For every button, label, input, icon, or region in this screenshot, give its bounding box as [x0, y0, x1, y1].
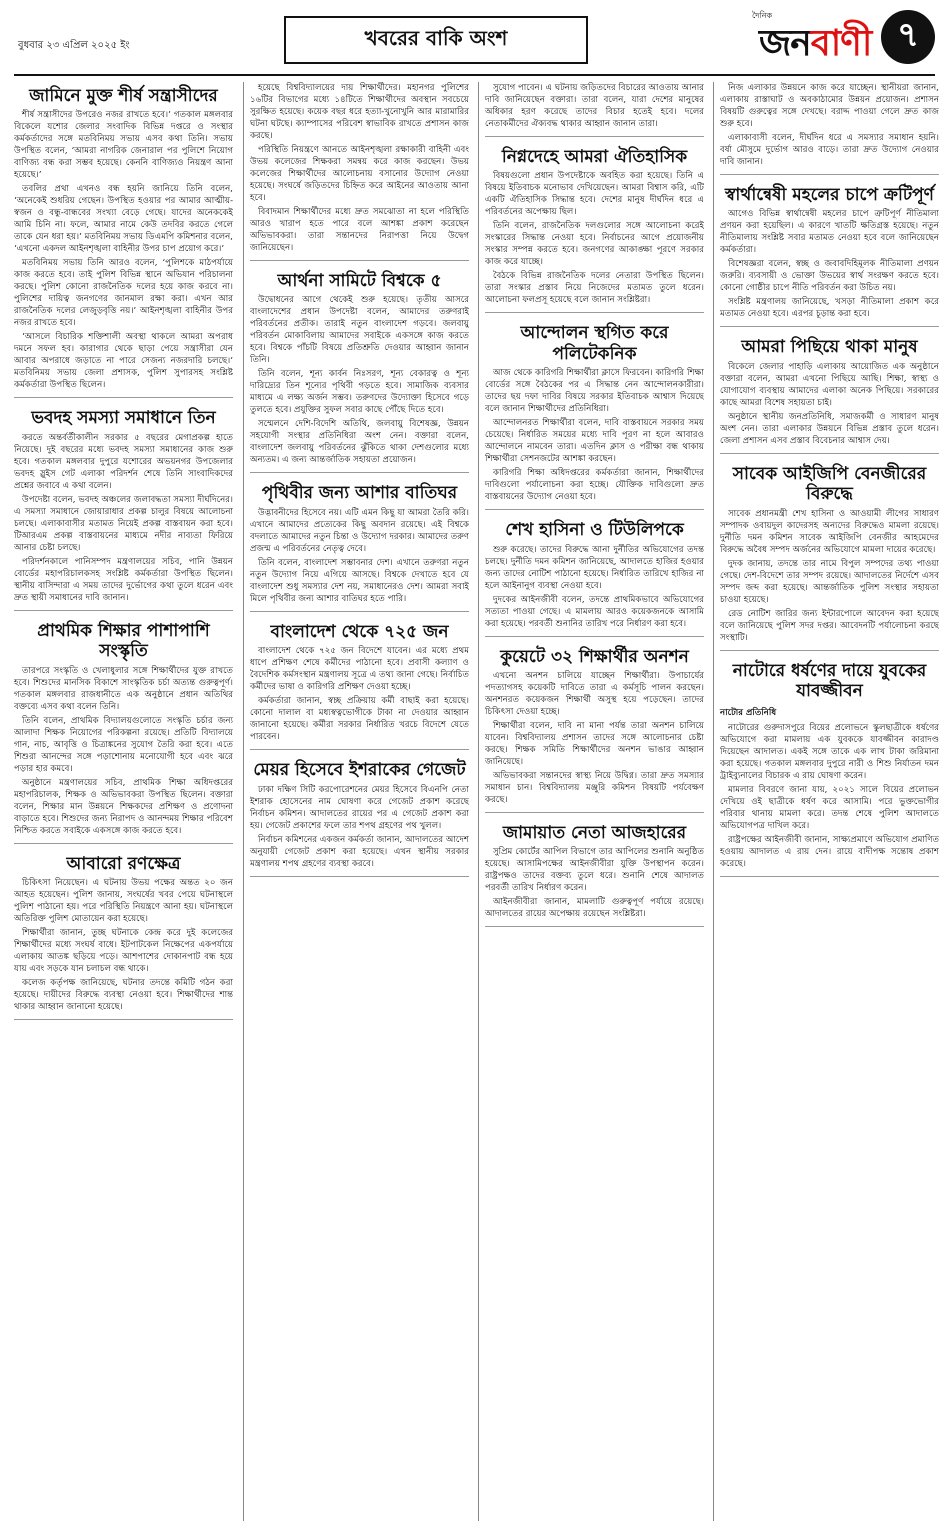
publication-date: বুধবার ২৩ এপ্রিল ২০২৫ ইং: [18, 40, 130, 51]
story-paragraph: আন্দোলনরত শিক্ষার্থীরা বলেন, দাবি বাস্তবায়নে সরকার সময় চেয়েছে। নির্ধারিত সময়ের মধ্যে দাবি পূরণ না হলে আবারও আন্দোলনে নামবেন তারা। এতদিন ক্লাস ও পরীক্ষা বন্ধ থাকায় শিক্ষার্থীরা সেশনজটের আশঙ্কা করছেন।: [485, 418, 704, 465]
story-paragraph: শিক্ষার্থীরা বলেন, দাবি না মানা পর্যন্ত তারা অনশন চালিয়ে যাবেন। বিশ্ববিদ্যালয় প্রশাসন তাদের সঙ্গে আলোচনার চেষ্টা করছে। শিক্ষক সমিতি শিক্ষার্থীদের অনশন ভাঙার আহ্বান জানিয়েছে।: [485, 720, 704, 767]
story-paragraph: সুপ্রিম কোর্টের আপিল বিভাগে তার আপিলের শুনানি অনুষ্ঠিত হয়েছে। আসামিপক্ষের আইনজীবীরা যুক্তি উপস্থাপন করেন। রাষ্ট্রপক্ষও তাদের বক্তব্য তুলে ধরে। শুনানি শেষে আদালত পরবর্তী তারিখ নির্ধারণ করেন।: [485, 847, 704, 894]
story-paragraph: উদ্বোধনের আগে থেকেই শুরু হয়েছে। তৃতীয় আসরে বাংলাদেশের প্রধান উপদেষ্টা বলেন, আমাদের তরুণরাই পরিবর্তনের প্রতীক। তারাই নতুন বাংলাদেশ গড়বে। জলবায়ু পরিবর্তন মোকাবিলায় আমাদের সবাইকে একসঙ্গে কাজ করতে হবে। বিশ্বকে পাঁচটি বিষয়ে প্রতিশ্রুতি দেওয়ার আহ্বান জানান তিনি।: [250, 295, 469, 366]
story-paragraph: তারপরে সংস্কৃতি ও খেলাধুলার সঙ্গে শিক্ষার্থীদের যুক্ত রাখতে হবে। শিশুদের মানসিক বিকাশে সাংস্কৃতিক চর্চা অত্যন্ত গুরুত্বপূর্ণ। গতকাল মঙ্গলবার রাজধানীতে এক অনুষ্ঠানে প্রধান অতিথির বক্তব্যে এসব কথা বলেন তিনি।: [14, 665, 233, 712]
story-headline: সাবেক আইজিপি বেনজীরের বিরুদ্ধে: [732, 463, 927, 505]
masthead: [14, 10, 935, 68]
story-paragraph: বাংলাদেশ থেকে ৭২৫ জন বিদেশে যাবেন। এর মধ্যে প্রথম ধাপে প্রশিক্ষণ শেষে কর্মীদের পাঠানো হবে। প্রবাসী কল্যাণ ও বৈদেশিক কর্মসংস্থান মন্ত্রণালয় সূত্রে এ তথ্য জানা গেছে। নির্বাচিত কর্মীদের ভাষা ও কারিগরি প্রশিক্ষণ দেওয়া হচ্ছে।: [250, 646, 469, 693]
story-body: [14, 877, 233, 1013]
story-paragraph: বিকেলে জেলার পাহাড়ি এলাকায় আয়োজিত এক অনুষ্ঠানে বক্তারা বলেন, আমরা এখনো পিছিয়ে আছি। শিক্ষা, স্বাস্থ্য ও যোগাযোগ ব্যবস্থায় আমাদের এলাকা অনেক পিছিয়ে। সরকারের কাছে আমরা বিশেষ সহায়তা চাই।: [720, 361, 939, 408]
page-number-badge: ৭: [881, 10, 935, 64]
news-story: [14, 82, 233, 398]
story-paragraph: এখনো অনশন চালিয়ে যাচ্ছেন শিক্ষার্থীরা। উপাচার্যের পদত্যাগসহ কয়েকটি দাবিতে তারা এ কর্মসূচি পালন করছেন। অনশনরত কয়েকজন শিক্ষার্থী অসুস্থ হয়ে পড়েছেন। তাদের চিকিৎসা দেওয়া হচ্ছে।: [485, 670, 704, 717]
daily-label: দৈনিক: [752, 11, 773, 20]
story-paragraph: নিজ এলাকার উন্নয়নে কাজ করে যাচ্ছেন। স্থানীয়রা জানান, এলাকায় রাস্তাঘাট ও অবকাঠামোর উন্নয়ন প্রয়োজন। প্রশাসন বিষয়টি গুরুত্বের সঙ্গে দেখছে। বরাদ্দ পাওয়া গেলে দ্রুত কাজ শুরু হবে।: [720, 83, 939, 129]
story-paragraph: আজ থেকে কারিগরি শিক্ষার্থীরা ক্লাসে ফিরবেন। কারিগরি শিক্ষা বোর্ডের সঙ্গে বৈঠকের পর এ সিদ্ধান্ত নেন আন্দোলনকারীরা। তাদের ছয় দফা দাবির বিষয়ে সরকার ইতিবাচক আশ্বাস দিয়েছে বলে জানান শিক্ষার্থীদের প্রতিনিধিরা।: [485, 368, 704, 415]
story-body: [485, 82, 704, 130]
story-paragraph: চিকিৎসা নিয়েছেন। এ ঘটনায় উভয় পক্ষের অন্তত ২০ জন আহত হয়েছেন। পুলিশ জানায়, সংঘর্ষের খবর পেয়ে ঘটনাস্থলে পুলিশ পাঠানো হয়। পরে পরিস্থিতি নিয়ন্ত্রণে আনা হয়। ঘটনাস্থলে অতিরিক্ত পুলিশ মোতায়েন করা হয়েছে।: [14, 877, 233, 924]
story-paragraph: শিক্ষার্থীরা জানান, তুচ্ছ ঘটনাকে কেন্দ্র করে দুই কলেজের শিক্ষার্থীদের মধ্যে সংঘর্ষ বাধে। ইটপাটকেল নিক্ষেপের একপর্যায়ে এলাকায় আতঙ্ক ছড়িয়ে পড়ে। আশপাশের দোকানপাট বন্ধ হয়ে যায় এবং সড়কে যান চলাচল বন্ধ থাকে।: [14, 927, 233, 974]
story-paragraph: আইনজীবীরা জানান, মামলাটি গুরুত্বপূর্ণ পর্যায়ে রয়েছে। আদালতের রায়ের অপেক্ষায় রয়েছেন সংশ্লিষ্টরা।: [485, 897, 704, 920]
news-story: [485, 143, 704, 313]
story-headline: জামায়াত নেতা আজহারের: [502, 822, 687, 843]
story-paragraph: কারিগরি শিক্ষা অধিদপ্তরের কর্মকর্তারা জানান, শিক্ষার্থীদের দাবিগুলো পর্যালোচনা করা হচ্ছে। যৌক্তিক দাবিগুলো দ্রুত বাস্তবায়নের উদ্যোগ নেওয়া হবে।: [485, 468, 704, 503]
news-story: [485, 643, 704, 813]
story-body: [485, 367, 704, 503]
story-paragraph: অনুষ্ঠানে স্থানীয় জনপ্রতিনিধি, সমাজকর্মী ও সাধারণ মানুষ অংশ নেন। তারা এলাকার উন্নয়নে বিভিন্ন প্রস্তাব তুলে ধরেন। জেলা প্রশাসন এসব প্রস্তাব বিবেচনার আশ্বাস দেয়।: [720, 411, 939, 446]
story-paragraph: অনুষ্ঠানে মন্ত্রণালয়ের সচিব, প্রাথমিক শিক্ষা অধিদপ্তরের মহাপরিচালক, শিক্ষক ও অভিভাবকরা উপস্থিত ছিলেন। বক্তারা বলেন, শিক্ষার মান উন্নয়নে শিক্ষকদের প্রশিক্ষণ ও প্রণোদনা বাড়াতে হবে। শিশুদের জন্য নিরাপদ ও আনন্দময় শিক্ষার পরিবেশ নিশ্চিত করতে সবাইকে একসঙ্গে কাজ করতে হবে।: [14, 777, 233, 836]
news-story: [250, 82, 469, 261]
story-paragraph: মামলার বিবরণে জানা যায়, ২০২১ সালে বিয়ের প্রলোভন দেখিয়ে ওই ছাত্রীকে ধর্ষণ করে আসামি। পরে ভুক্তভোগীর পরিবার থানায় মামলা করে। তদন্ত শেষে পুলিশ আদালতে অভিযোগপত্র দাখিল করে।: [720, 785, 939, 832]
column-2: [243, 82, 469, 1521]
news-story: [720, 460, 939, 651]
story-headline: শেখ হাসিনা ও টিউলিপকে: [505, 520, 684, 541]
story-body: [720, 722, 939, 870]
column-3: [478, 82, 704, 1521]
news-story: [485, 82, 704, 137]
story-body: [720, 82, 939, 168]
story-paragraph: রাষ্ট্রপক্ষের আইনজীবী জানান, সাক্ষ্যপ্রমাণে অভিযোগ প্রমাণিত হওয়ায় আদালত এ রায় দেন। রায়ে বাদীপক্ষ সন্তোষ প্রকাশ করেছে।: [720, 835, 939, 870]
story-paragraph: তবলির প্রথা এখনও বন্ধ হয়নি জানিয়ে তিনি বলেন, ‘অনেকেই শুধরিয় গেছেন। উপস্থিত হওয়ার পর আমার আত্মীয়-স্বজন ও বন্ধু-বান্ধবের সংখ্যা বেড়ে গেছে। যাদের অনেককেই আমি চিনি না। ফলে, আমার নামে কেউ তদবির করতে গেলে তাকে যেন ধরা হয়।’ মতবিনিময় সভায় ডিএমপি কমিশনার বলেন, ‘এখনো একদল আইনশৃঙ্খলা বাহিনীর উপর চাপ প্রয়োগ করে।’: [14, 184, 233, 255]
story-paragraph: দুদকের আইনজীবী বলেন, তদন্তে প্রাথমিকভাবে অভিযোগের সত্যতা পাওয়া গেছে। এ মামলায় আরও কয়েকজনকে আসামি করা হয়েছে। পরবর্তী শুনানির তারিখ পরে নির্ধারণ করা হবে।: [485, 594, 704, 629]
story-paragraph: পরিস্থিতি নিয়ন্ত্রণে আনতে আইনশৃঙ্খলা রক্ষাকারী বাহিনী এবং উভয় কলেজের শিক্ষকরা সমন্বয় করে কাজ করছেন। উভয় কলেজের শিক্ষার্থীদের আলোচনায় বসানোর উদ্যোগ নেওয়া হয়েছে। সংঘর্ষে জড়িতদের চিহ্নিত করে আইনের আওতায় আনা হবে।: [250, 145, 469, 203]
story-body: [485, 544, 704, 630]
story-paragraph: এলাকাবাসী বলেন, দীর্ঘদিন ধরে এ সমস্যার সমাধান হয়নি। বর্ষা মৌসুমে দুর্ভোগ আরও বাড়ে। তারা দ্রুত উদ্যোগ নেওয়ার দাবি জানান।: [720, 133, 939, 167]
logo-text-black: জন: [759, 23, 811, 64]
story-paragraph: তিনি বলেন, বাংলাদেশ সম্ভাবনার দেশ। এখানে তরুণরা নতুন নতুন উদ্যোগ নিয়ে এগিয়ে আসছে। বিশ্বকে দেখাতে হবে যে বাংলাদেশ শুধু সমস্যার দেশ নয়, সমাধানেরও দেশ। আমরা সবাই মিলে পৃথিবীর জন্য আশার বাতিঘর হতে পারি।: [250, 557, 469, 604]
story-headline: ভবদহ সমস্যা সমাধানে তিন: [31, 408, 216, 429]
news-story: [14, 617, 233, 844]
news-story: [250, 267, 469, 473]
story-paragraph: উদ্ভাবনীদের হিসেবে নয়। এটি এমন কিছু যা আমরা তৈরি করি। এখানে আমাদের প্রত্যেকের কিছু অবদান রয়েছে। এই বিশ্বকে বদলাতে আমাদের নতুন চিন্তা ও উদ্যোগ দরকার। আমাদের তরুণ প্রজন্ম এ পরিবর্তনের নেতৃত্ব দেবে।: [250, 507, 469, 554]
story-byline: নাটোর প্রতিনিধি: [720, 708, 777, 719]
story-paragraph: উপদেষ্টা বলেন, ভবদহ অঞ্চলের জলাবদ্ধতা সমস্যা দীর্ঘদিনের। এ সমস্যা সমাধানে জোয়ারাধার প্রকল্প চালুর বিষয়ে আলোচনা চলছে। এলাকাবাসীর মতামত নিয়েই প্রকল্প বাস্তবায়ন করা হবে। টিআরএম প্রকল্প বাস্তবায়নের মাধ্যমে নদীর নাব্যতা ফিরিয়ে আনার চেষ্টা চলছে।: [14, 494, 233, 553]
news-story: [250, 618, 469, 750]
story-body: [250, 294, 469, 466]
story-headline: জামিনে মুক্ত শীর্ষ সন্ত্রাসীদের: [29, 86, 218, 106]
story-paragraph: রেড নোটিশ জারির জন্য ইন্টারপোলে আবেদন করা হয়েছে বলে জানিয়েছে পুলিশ সদর দপ্তর। আবেদনটি পর্যালোচনা করছে সংস্থাটি।: [720, 608, 939, 643]
story-paragraph: সুযোগ পাবেন। এ ঘটনায় জড়িতদের বিচারের আওতায় আনার দাবি জানিয়েছেন বক্তারা। তারা বলেন, যারা দেশের মানুষের অধিকার হরণ করেছে তাদের বিচার হতেই হবে। দলের নেতাকর্মীদের ঐক্যবদ্ধ থাকার আহ্বান জানান তারা।: [485, 83, 704, 129]
news-story: [485, 819, 704, 927]
story-paragraph: মতবিনিময় সভায় তিনি আরও বলেন, ‘পুলিশকে মাঠপর্যায়ে কাজ করতে হবে। তাই পুলিশ বিভিন্ন স্থানে অভিযান পরিচালনা করছে। পুলিশ কোনো রাজনৈতিক দলের হয়ে কাজ করবে না। পুলিশের দায়িত্ব জনগণের জানমাল রক্ষা করা। এখন আর রাজনৈতিক দলের লেজুড়বৃত্তি নয়।’ আইনশৃঙ্খলা বাহিনীর উপর নজর রাখতে হবে।: [14, 258, 233, 329]
section-title: খবরের বাকি অংশ: [284, 16, 588, 64]
story-paragraph: সংশ্লিষ্ট মন্ত্রণালয় জানিয়েছে, খসড়া নীতিমালা প্রকাশ করে মতামত নেওয়া হবে। এরপর চূড়ান্ত করা হবে।: [720, 297, 939, 320]
story-paragraph: কলেজ কর্তৃপক্ষ জানিয়েছে, ঘটনার তদন্তে কমিটি গঠন করা হয়েছে। দায়ীদের বিরুদ্ধে ব্যবস্থা নেওয়া হবে। শিক্ষার্থীদের শান্ত থাকার আহ্বান জানানো হয়েছে।: [14, 977, 233, 1012]
story-body: [720, 208, 939, 320]
story-body: [250, 784, 469, 870]
story-paragraph: সম্মেলনে দেশি-বিদেশি অতিথি, জলবায়ু বিশেষজ্ঞ, উন্নয়ন সহযোগী সংস্থার প্রতিনিধিরা অংশ নেন। বক্তারা বলেন, বাংলাদেশ জলবায়ু পরিবর্তনের ঝুঁকিতে থাকা দেশগুলোর মধ্যে অন্যতম। এ জন্য আন্তর্জাতিক সহায়তা প্রয়োজন।: [250, 419, 469, 466]
story-headline: আর্থনা সামিটে বিশ্বকে ৫: [277, 271, 442, 291]
news-story: [250, 756, 469, 876]
news-story: [14, 404, 233, 610]
story-paragraph: নির্বাচন কমিশনের একজন কর্মকর্তা জানান, আদালতের আদেশ অনুযায়ী গেজেট প্রকাশ করা হয়েছে। এখন স্থানীয় সরকার মন্ত্রণালয় শপথ গ্রহণের ব্যবস্থা করবে।: [250, 834, 469, 869]
story-paragraph: হয়েছে বিশ্ববিদ্যালয়ের দায় শিক্ষার্থীদের। মহানগর পুলিশের ১৬টির বিভাগের মধ্যে ১৪টিতে শিক্ষার্থীদের অবস্থান সবচেয়ে সুরক্ষিত হয়েছে। কয়েক বছর ধরে হত্যা-খুনোখুনি আর মারামারির ঘটনা ঘটছে। ক্যাম্পাসের পরিবেশ স্বাভাবিক রাখতে প্রশাসন কাজ করছে।: [250, 83, 469, 141]
story-paragraph: বিষয়গুলো প্রধান উপদেষ্টাকে অবহিত করা হয়েছে। তিনি এ বিষয়ে ইতিবাচক মনোভাব দেখিয়েছেন। আমরা বিশ্বাস করি, এটি একটি ঐতিহাসিক সিদ্ধান্ত হবে। দেশের মানুষ দীর্ঘদিন ধরে এ পরিবর্তনের অপেক্ষায় ছিল।: [485, 171, 704, 218]
story-paragraph: করতে অন্তর্বর্তীকালীন সরকার ৫ বছরের মেগাপ্রকল্প হাতে নিয়েছে। দুই বছরের মধ্যে ভবদহ সমস্যা সমাধানের কাজ শুরু হবে। গতকাল মঙ্গলবার দুপুরে যশোরের অভয়নগর উপজেলার ভবদহ স্লুইস গেট এলাকা পরিদর্শন শেষে তিনি সাংবাদিকদের প্রশ্নের জবাবে এ কথা বলেন।: [14, 432, 233, 491]
story-headline: আমরা পিছিয়ে থাকা মানুষ: [741, 337, 918, 358]
story-paragraph: অভিভাবকরা সন্তানদের স্বাস্থ্য নিয়ে উদ্বিগ্ন। তারা দ্রুত সমস্যার সমাধান চান। বিশ্ববিদ্যালয় মঞ্জুরি কমিশন বিষয়টি পর্যবেক্ষণ করছে।: [485, 770, 704, 805]
masthead-divider: [14, 74, 935, 76]
story-headline: বাংলাদেশ থেকে ৭২৫ জন: [270, 621, 449, 642]
news-story: [720, 333, 939, 453]
news-story: [720, 181, 939, 327]
column-4: [713, 82, 939, 1521]
story-headline: পৃথিবীর জন্য আশার বাতিঘর: [261, 483, 458, 504]
story-paragraph: কর্মকর্তারা জানান, স্বচ্ছ প্রক্রিয়ায় কর্মী বাছাই করা হয়েছে। কোনো দালাল বা মধ্যস্বত্বভোগীকে টাকা না দেওয়ার আহ্বান জানানো হয়েছে। কর্মীরা সরকার নির্ধারিত খরচে বিদেশে যেতে পারবেন।: [250, 696, 469, 743]
story-body: [485, 170, 704, 306]
story-paragraph: বৈঠকে বিভিন্ন রাজনৈতিক দলের নেতারা উপস্থিত ছিলেন। তারা সংস্কার প্রস্তাব নিয়ে নিজেদের মতামত তুলে ধরেন। আলোচনা ফলপ্রসূ হয়েছে বলে জানান সংশ্লিষ্টরা।: [485, 271, 704, 306]
story-headline: স্বার্থান্বেষী মহলের চাপে ক্রটিপূর্ণ: [725, 185, 934, 205]
story-paragraph: তিনি বলেন, প্রাথমিক বিদ্যালয়গুলোতে সংস্কৃতি চর্চার জন্য আলাদা শিক্ষক নিয়োগের পরিকল্পনা রয়েছে। প্রতিটি বিদ্যালয়ে গান, নাচ, আবৃত্তি ও চিত্রাঙ্কনের সুযোগ তৈরি করা হবে। এতে শিশুরা আনন্দের সঙ্গে পড়াশোনায় মনোযোগী হবে এবং ঝরে পড়ার হার কমবে।: [14, 715, 233, 774]
story-paragraph: ‘আসলে বিচারিক শক্তিশালী অবস্থা থাকলে আমরা অপরাধ দমনে সফল হব। কারাগার থেকে ছাড়া পেয়ে সন্ত্রাসীরা যেন আবার অপরাধে জড়াতে না পারে সেজন্য নজরদারি চলছে।’ মতবিনিময় সভায় জেলা প্রশাসক, পুলিশ সুপারসহ সংশ্লিষ্ট কর্মকর্তারা উপস্থিত ছিলেন।: [14, 332, 233, 391]
story-paragraph: বিশেষজ্ঞরা বলেন, স্বচ্ছ ও জবাবদিহিমূলক নীতিমালা প্রণয়ন জরুরি। ব্যবসায়ী ও ভোক্তা উভয়ের স্বার্থ সংরক্ষণ করতে হবে। কোনো গোষ্ঠীর চাপে নীতি পরিবর্তন করা উচিত নয়।: [720, 259, 939, 294]
newspaper-logo: [759, 16, 871, 76]
story-headline: কুয়েটে ৩২ শিক্ষার্থীর অনশন: [500, 646, 689, 667]
story-headline: নাটোরে ধর্ষণের দায়ে যুবকের যাবজ্জীবন: [732, 660, 927, 701]
story-headline: মেয়র হিসেবে ইশরাকের গেজেট: [253, 760, 466, 781]
story-paragraph: শুরু করেছে। তাদের বিরুদ্ধে আনা দুর্নীতির অভিযোগের তদন্ত চলছে। দুর্নীতি দমন কমিশন জানিয়েছে, আদালতে হাজির হওয়ার জন্য তাদের নোটিশ পাঠানো হয়েছে। নির্ধারিত তারিখে হাজির না হলে আইনানুগ ব্যবস্থা নেওয়া হবে।: [485, 544, 704, 591]
story-headline: আবারো রণক্ষেত্র: [66, 853, 181, 874]
story-paragraph: তিনি বলেন, শূন্য কার্বন নিঃসরণ, শূন্য বেকারত্ব ও শূন্য দারিদ্র্যের তিন শূন্যের পৃথিবী গড়তে হবে। সামাজিক ব্যবসার মাধ্যমে এ লক্ষ্য অর্জন সম্ভব। তরুণদের উদ্যোক্তা হিসেবে গড়ে তুলতে হবে। প্রযুক্তির সুফল সবার কাছে পৌঁছে দিতে হবে।: [250, 369, 469, 416]
story-paragraph: তিনি বলেন, রাজনৈতিক দলগুলোর সঙ্গে আলোচনা করেই সংস্কারের সিদ্ধান্ত নেওয়া হবে। নির্বাচনের আগে প্রয়োজনীয় সংস্কার সম্পন্ন করতে হবে। জনগণের আকাঙ্ক্ষা পূরণে সরকার কাজ করে যাচ্ছে।: [485, 221, 704, 268]
story-headline: নিগ্নদেহে আমরা ঐতিহাসিক: [501, 147, 688, 167]
news-story: [485, 319, 704, 510]
story-paragraph: নাটোরের গুরুদাসপুরে বিয়ের প্রলোভনে স্কুলছাত্রীকে ধর্ষণের অভিযোগে করা মামলায় এক যুবককে যাবজ্জীবন কারাদণ্ড দিয়েছেন আদালত। একই সঙ্গে তাকে এক লাখ টাকা জরিমানা করা হয়েছে। গতকাল মঙ্গলবার দুপুরে নারী ও শিশু নির্যাতন দমন ট্রাইব্যুনালের বিচারক এ রায় ঘোষণা করেন।: [720, 723, 939, 782]
news-story: [485, 516, 704, 636]
news-story: [250, 479, 469, 611]
news-story: [720, 657, 939, 878]
story-body: [720, 361, 939, 447]
column-1: [14, 82, 233, 1521]
news-story: [14, 850, 233, 1020]
story-body: [14, 432, 233, 604]
story-body: [485, 670, 704, 806]
story-headline: আন্দোলন স্থগিত করে পলিটেকনিক: [520, 323, 669, 364]
story-paragraph: সাবেক প্রধানমন্ত্রী শেখ হাসিনা ও আওয়ামী লীগের সাধারণ সম্পাদক ওবায়দুল কাদেরসহ অন্যদের বিরুদ্ধেও মামলা রয়েছে। দুর্নীতি দমন কমিশন সাবেক আইজিপি বেনজীর আহমেদের বিরুদ্ধে অবৈধ সম্পদ অর্জনের অভিযোগে মামলা দায়ের করেছে।: [720, 508, 939, 555]
story-paragraph: আগেও বিভিন্ন স্বার্থান্বেষী মহলের চাপে ত্রুটিপূর্ণ নীতিমালা প্রণয়ন করা হয়েছিল। এ কারণে খাতটি ক্ষতিগ্রস্ত হয়েছে। নতুন নীতিমালায় সংশ্লিষ্ট সবার মতামত নেওয়া হবে বলে জানিয়েছেন কর্মকর্তারা।: [720, 209, 939, 256]
news-story: [720, 82, 939, 175]
logo-text-red: বাণী: [810, 23, 872, 64]
story-paragraph: শীর্ষ সন্ত্রাসীদের উপরেও নজর রাখতে হবে।’ গতকাল মঙ্গলবার বিকেলে যশোর জেলার সংবাদিক বিভিন্ন দপ্তরে ও সংস্থার কর্মকর্তাদের সঙ্গে মতবিনিময় সভায় এসব কথা তিনি। সভায় উপস্থিত বলেন, ‘আমরা নাগরিক জেনারাল পর পুলিশে নিয়োগ বাণিজ্য বন্ধ করা সম্ভব হয়েছে। কেননি বাণিজ্যও নিয়ন্ত্রণ আনা হয়েছে।’: [14, 110, 233, 181]
story-paragraph: ঢাকা দক্ষিণ সিটি করপোরেশনের মেয়র হিসেবে বিএনপি নেতা ইশরাক হোসেনের নাম ঘোষণা করে গেজেট প্রকাশ করেছে নির্বাচন কমিশন। আদালতের রায়ের পর এ গেজেট প্রকাশ করা হয়। গেজেট প্রকাশের ফলে তার শপথ গ্রহণের পথ খুলল।: [250, 784, 469, 831]
story-body: [250, 507, 469, 605]
story-body: [14, 109, 233, 391]
story-paragraph: দুদক জানায়, তদন্তে তার নামে বিপুল সম্পদের তথ্য পাওয়া গেছে। দেশ-বিদেশে তার সম্পদ রয়েছে। আদালতের নির্দেশে এসব সম্পদ জব্দ করা হয়েছে। আন্তর্জাতিক পুলিশ সংস্থার সহায়তা চাওয়া হয়েছে।: [720, 558, 939, 605]
story-body: [720, 508, 939, 644]
story-paragraph: বিবাদমান শিক্ষার্থীদের মধ্যে দ্রুত সমঝোতা না হলে পরিস্থিতি আরও খারাপ হতে পারে বলে আশঙ্কা প্রকাশ করেছেন অভিভাবকরা। তারা সন্তানদের নিরাপত্তা নিয়ে উদ্বেগ জানিয়েছেন।: [250, 207, 469, 253]
story-headline: প্রাথমিক শিক্ষার পাশাপাশি সংস্কৃতি: [37, 620, 210, 662]
story-body: [250, 645, 469, 743]
story-body: [485, 846, 704, 920]
story-body: [250, 82, 469, 254]
story-paragraph: পরিদর্শনকালে পানিসম্পদ মন্ত্রণালয়ের সচিব, পানি উন্নয়ন বোর্ডের মহাপরিচালকসহ সংশ্লিষ্ট কর্মকর্তারা উপস্থিত ছিলেন। স্থানীয় বাসিন্দারা এ সময় তাদের দুর্ভোগের কথা তুলে ধরেন এবং দ্রুত স্থায়ী সমাধানের দাবি জানান।: [14, 556, 233, 603]
story-body: [14, 665, 233, 837]
